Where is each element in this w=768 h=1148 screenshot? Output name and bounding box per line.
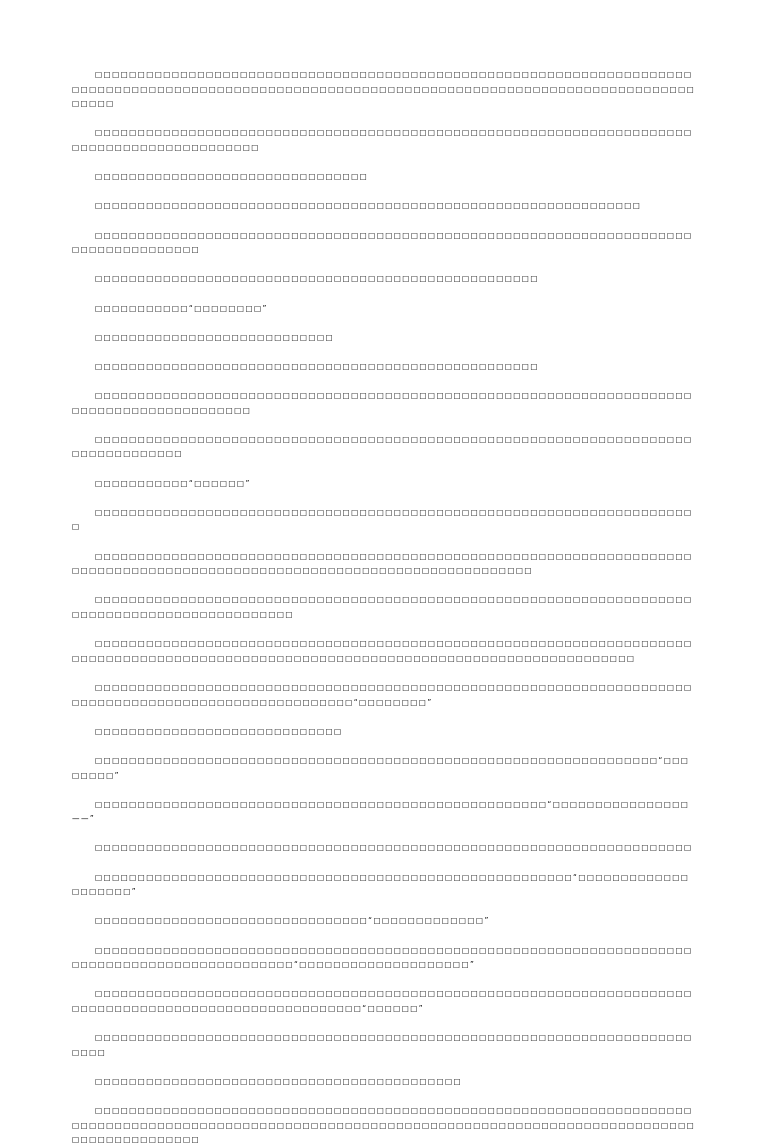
paragraph: □□□□□□□□□□□□□□□□□□□□□□□□□□□□□□□□□□□□□□□□□□□□□□□□□□□□□□□□□□□□□□□□□□□□□□□□□□□□□□□□□□□ — [72, 434, 693, 459]
paragraph: □□□□□□□□□□□□□□□□□□□□□□□□□□□□□□□□□□□□□□□□□□□□□□□□□□□□□□□□□□□□□□□□ — [95, 201, 642, 211]
paragraph: □□□□□□□□□□□“□□□□□□” — [95, 478, 251, 488]
paragraph: □□□□□□□□□□□□□□□□□□□□□□□□□□□□□□□□□□□□□□□□□□□□□□□□□□□□□□□□□□□□□□□□□□□□□□□□□□□□□□□□□□□□□□□□□□□□□□□□“□□□□□□□□□□□□□□□□□□□□” — [72, 945, 693, 970]
paragraph: □□□□□□□□□□□□□□□□□□□□□□□□□□□□□□□□□□□□□□□□□□□□□□□□□□□□ — [95, 274, 539, 284]
paragraph: □□□□□□□□□□□□□□□□□□□□□□□□□□□□□□□□□□□□□□□□□□□□□□□□□□□□□□□□□□□□□□□□□□□□□□□□□□□□□□□□□□□□□□□□□□□□□□□□□□□□□□□□□□□□□□□□□□□□□□□□□□□□ — [72, 551, 693, 576]
paragraph: □□□□□□□□□□□□□□□□□□□□□□□□□□□□□□□□□□□□□□□□□□□□□□□□□□□□□□□□□□□□□□□□□□□□□□□□□□□□□□□□□□□□□□□□□□□□□□□□□□□□□□□□“□□□□□□” — [72, 989, 693, 1013]
paragraph: □□□□□□□□□□□□□□□□□□□□□□□□□□□□□□□□□□□□□□□□□□□□□□□□□□□□□□□□“□□□□□□□□□□□□□□□□□□□□” — [72, 872, 690, 897]
paragraph: □□□□□□□□□□□□□□□□□□□□□□□□□□□□□□□□□□□□□□□□□□□□□□□□□□□□□□□□□□□□□□□□□□□□□□□□□□□□□□□□□□□□□□□□□□□□□□□□□□□□□□□□□□□□□□□□□□□□□□□□□□□□□□□□□□□□□□□□□□□□□□□□□□□□ — [72, 70, 696, 109]
paragraph: □□□□□□□□□□□□□□□□□□□□□□□□□□□□□□□□□□□□□□□□□□□□□□□□□□□□□□□□□□□□□□□□□□□□□□□□□□□□□□□□□□□□□□□□□□□□ — [72, 128, 693, 152]
paragraph: □□□□□□□□□□□□□□□□□□□□□□□□□□□□□□□□□□□□□□□□□□□□□□□□□□□□□□□□□□□□□□□□□□□□□□□□□□□□□□□□□□□□□□□□□□□□□□□□□□□□□□□□□□□□□□□□□□□□□□□□□□□□□□□□□□□□□□□□ — [72, 639, 693, 663]
paragraph: □□□□□□□□□□□□□□□□□□□□□□□□□□□□□□□□□□□□□□□□□□□□□□□□□□□□□□□□□□□□□□□□□□□□□□ — [95, 843, 693, 853]
paragraph: □□□□□□□□□□□□□□□□□□□□□□□□□□□□□□□□□□□□□□□□□□□□□□□□□□□□□□□□□□□□□□□□□□□□□□□□□□□□□□□□□□□□□□□□□□□ — [72, 391, 693, 415]
paragraph: □□□□□□□□□□□□□□□□□□□□□□□□□□□□□□□□□□□□□□□□□□□□□□□□□□□□□□□□□□□□□□□□□□□□□□□□□□ — [72, 1033, 693, 1057]
paragraph: □□□□□□□□□□□“□□□□□□□□” — [95, 303, 268, 313]
paragraph: □□□□□□□□□□□□□□□□□□□□□□□□□□□□□□□□□□□□□□□□□□□□□□□□□□□□□□□□□□□□□□□□□□“□□□□□□□□” — [72, 755, 690, 780]
paragraph: □□□□□□□□□□□□□□□□□□□□□□□□□□□□□□□□□□□□□□□□□□□□□□□□□□□□□□□□□□□□□□□□□□□□□□□□□□□□□□□□□□□□□□□□□□□□□□□□ — [72, 595, 693, 619]
paragraph: □□□□□□□□□□□□□□□□□□□□□□□□□□□□ — [95, 332, 335, 342]
paragraph: □□□□□□□□□□□□□□□□□□□□□□□□□□□□□□□□“□□□□□□□□□□□□□” — [95, 916, 490, 926]
paragraph: □□□□□□□□□□□□□□□□□□□□□□□□□□□□□□□□□□□□□□□□□□□□□□□□□□□□□□□□□□□□□□□□□□□□□□□ — [72, 507, 693, 532]
paragraph: □□□□□□□□□□□□□□□□□□□□□□□□□□□□□□□□□□□□□□□□□□□ — [95, 1076, 463, 1086]
paragraph: □□□□□□□□□□□□□□□□□□□□□□□□□□□□□□□□ — [95, 172, 369, 182]
paragraph: □□□□□□□□□□□□□□□□□□□□□□□□□□□□□□□□□□□□□□□□□□□□□□□□□□□□□“□□□□□□□□□□□□□□□□——” — [72, 799, 690, 824]
paragraph: □□□□□□□□□□□□□□□□□□□□□□□□□□□□□□□□□□□□□□□□□□□□□□□□□□□□ — [95, 361, 539, 371]
paragraph: □□□□□□□□□□□□□□□□□□□□□□□□□□□□□□□□□□□□□□□□□□□□□□□□□□□□□□□□□□□□□□□□□□□□□□□□□□□□□□□□□□□□□ — [72, 230, 693, 255]
paragraph: □□□□□□□□□□□□□□□□□□□□□□□□□□□□□□□□□□□□□□□□□□□□□□□□□□□□□□□□□□□□□□□□□□□□□□□□□□□□□□□□□□□□□□□□□□□□□□□□□□□□□□□“□□□□□□□□” — [72, 682, 693, 707]
paragraph: □□□□□□□□□□□□□□□□□□□□□□□□□□□□□□□□□□□□□□□□□□□□□□□□□□□□□□□□□□□□□□□□□□□□□□□□□□□□□□□□□□□□□□□□□□□□□□□□□□□□□□□□□□□□□□□□□□□□□□□□□□□□□□□□□□□□□□□□□□□□□□□□□□□□□□□□□□□□□□ — [72, 1106, 696, 1145]
paragraph: □□□□□□□□□□□□□□□□□□□□□□□□□□□□□ — [95, 726, 343, 736]
